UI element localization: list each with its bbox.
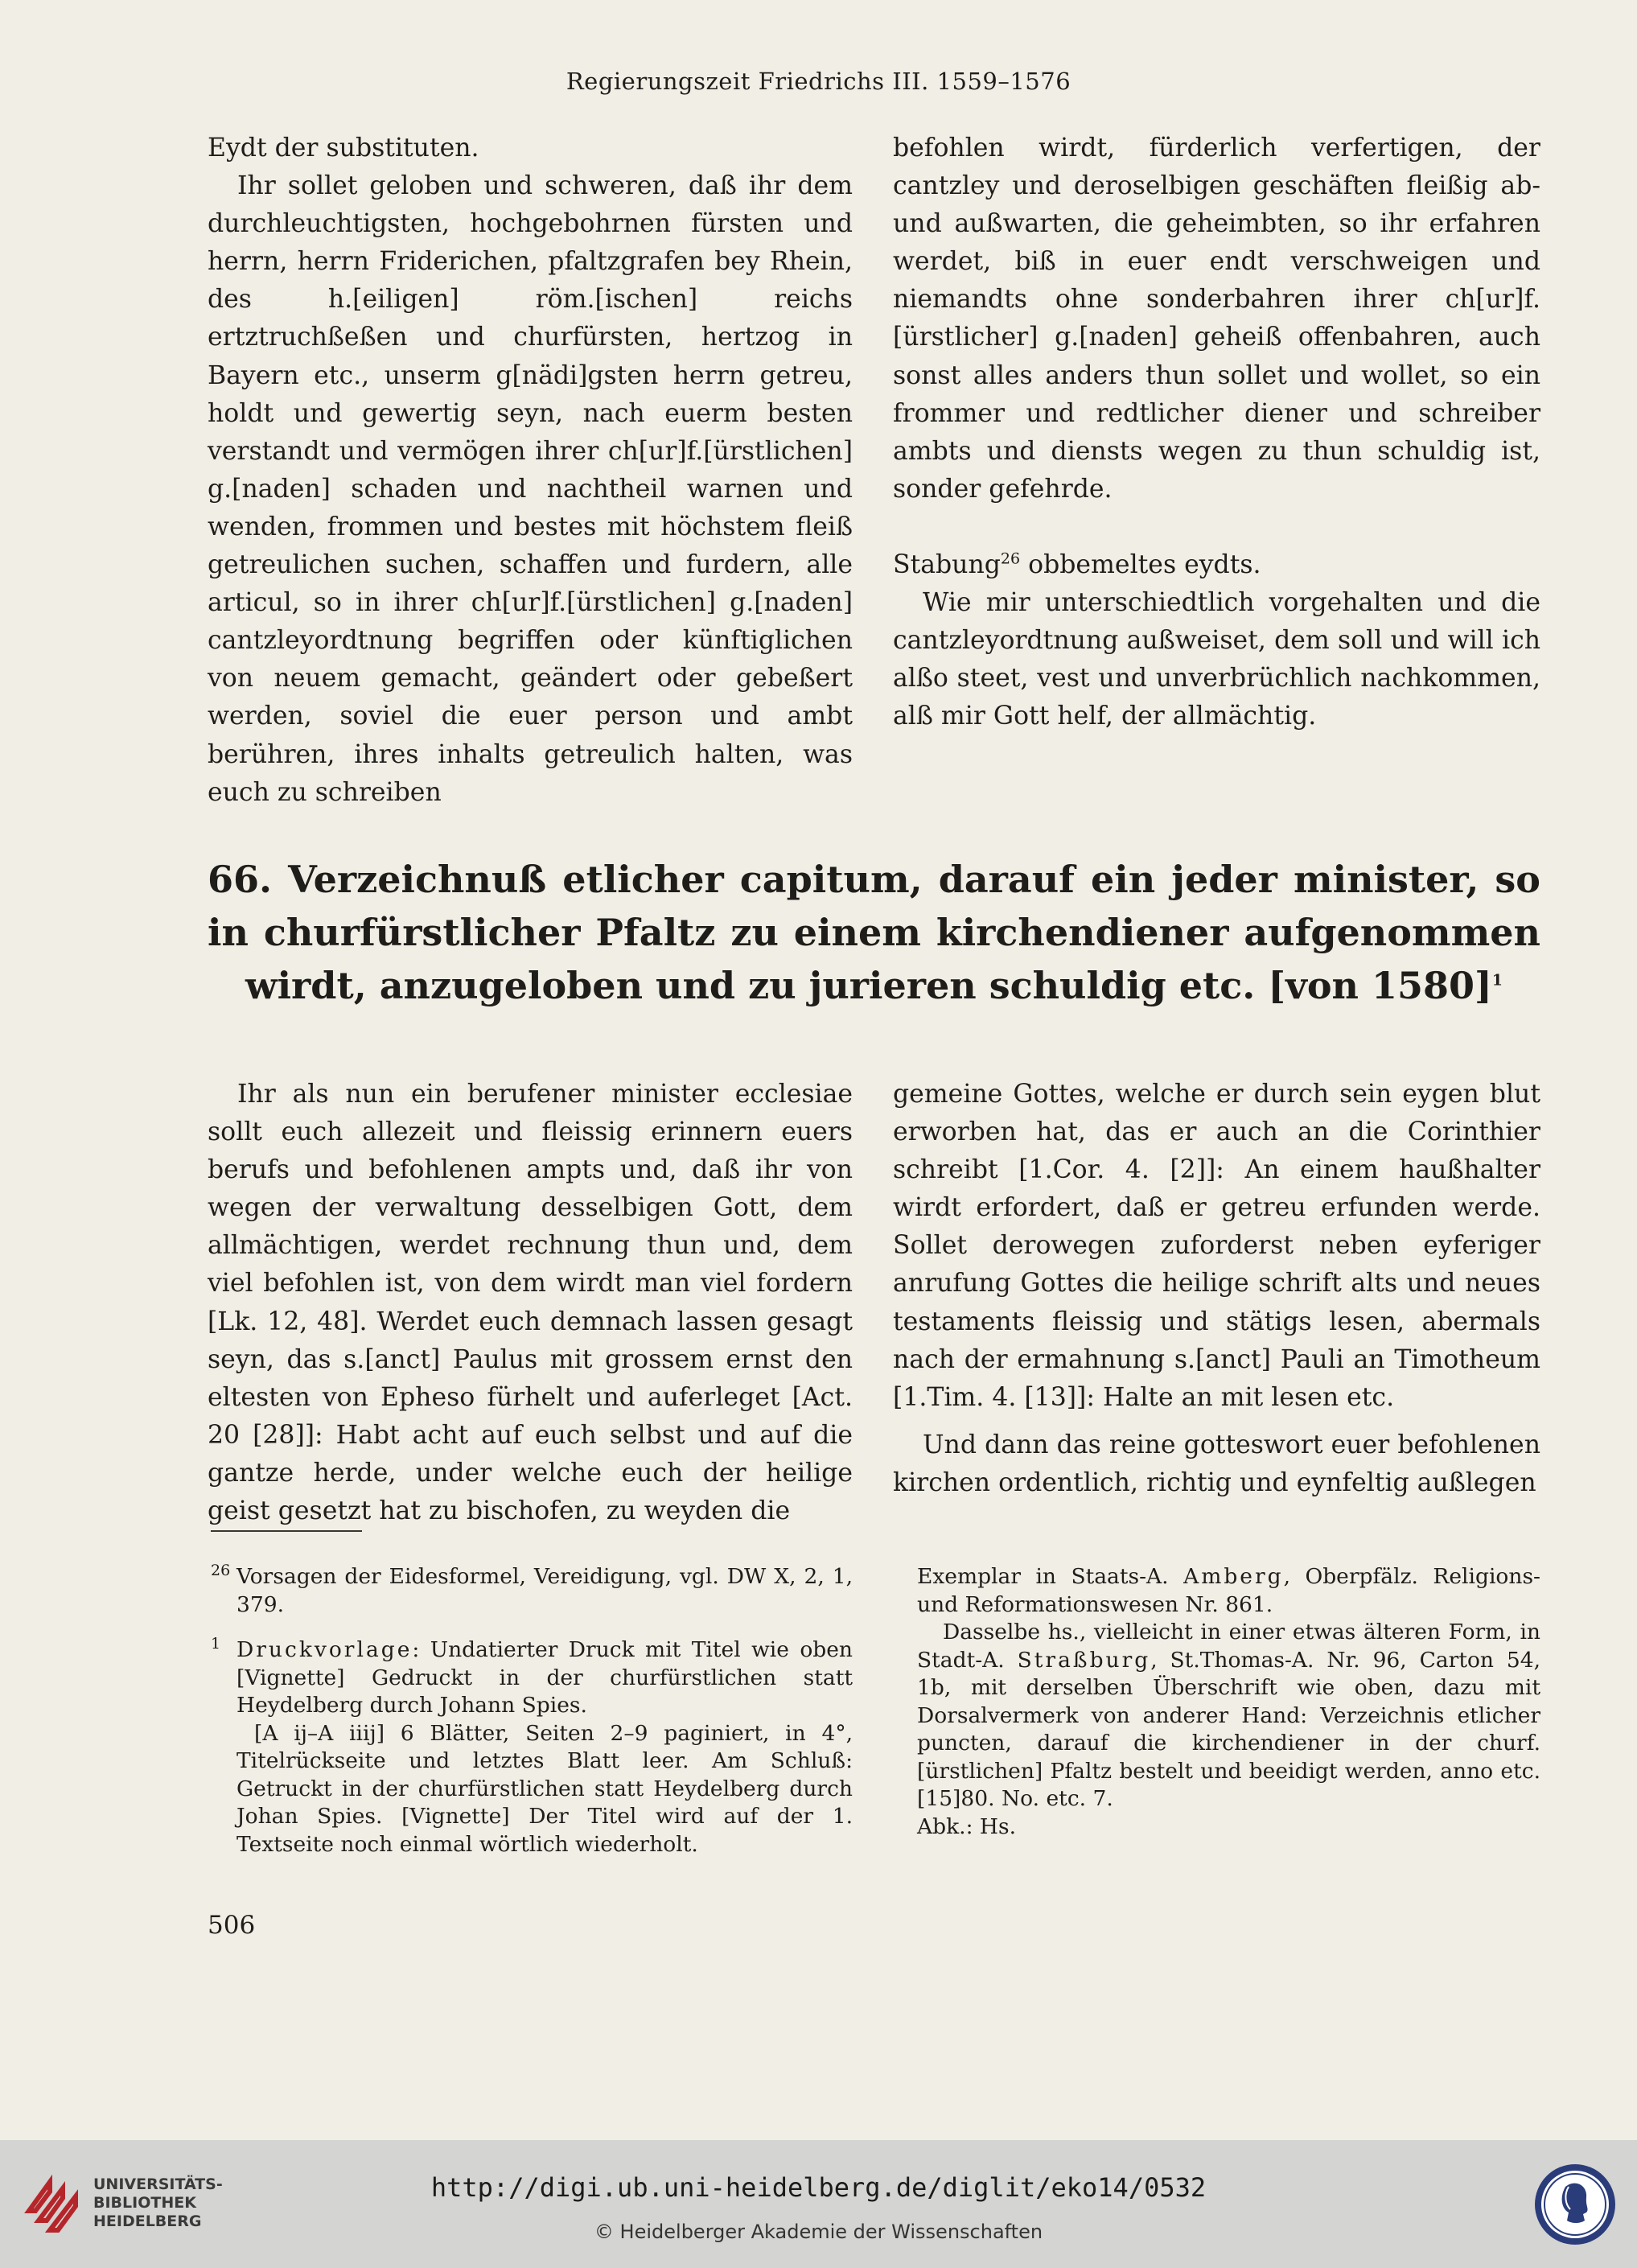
footnote-26-text: Vorsagen der Eidesformel, Vereidigung, vgl. DW X, 2, 1, 379. [237, 1564, 853, 1617]
footnote-exemplar-city: Amberg [1183, 1564, 1284, 1589]
stabung-paragraph: Wie mir unterschiedtlich vorgehalten und die cantzleyordtnung außweiset, dem soll und will ich alßo steet, vest und unverbrüchlich nachkommen, alß mir Gott helf, der allmächtig. [893, 588, 1540, 731]
footnote-exemplar [917, 1563, 1540, 1619]
section-title-text: 66. Verzeichnuß etlicher capitum, darauf ein jeder minister, so in churfürstlicher Pfaltz zu einem kirchendiener aufgenommen wirdt, anzugeloben und zu jurieren schuldig etc. [von 1580] [208, 858, 1540, 1007]
gotteswort-paragraph: Und dann das reine gotteswort euer befohlenen kirchen ordentlich, richtig und eynfeltig außlegen [893, 1430, 1540, 1497]
footnote-ref-26: 26 [1000, 550, 1021, 568]
top-right-column [893, 130, 1540, 735]
stabung-heading-text: Stabung [893, 550, 1001, 579]
section-title [208, 853, 1540, 1012]
footnote-26 [211, 1563, 853, 1619]
footnote-ref-1: 1 [1491, 971, 1503, 990]
minister-paragraph: Ihr als nun ein berufener minister ecclesiae sollt euch allezeit und fleissig erinnern euers berufs und befohlenen ampts und, daß ihr von wegen der verwaltung desselbigen Gott, dem allmächtigen, werdet rechnung thun und, dem viel befohlen ist, von dem wirdt man viel fordern [Lk. 12, 48]. Werdet euch demnach lassen gesagt seyn, das s.[anct] Paulus mit grossem ernst den eltesten von Epheso fürhelt und auferleget [Act. 20 [28]]: Habt acht auf euch selbst und auf die gantze herde, under welche euch der heilige geist gesetzt hat zu bischofen, zu weyden die [208, 1080, 853, 1526]
library-name-line3: HEIDELBERG [93, 2212, 202, 2230]
footnote-1-text: : Undatierter Druck mit Titel wie oben [Vignette] Gedruckt in der churfürstlichen statt Heydelberg durch Johann Spies. [237, 1637, 853, 1718]
footnote-1-number [211, 1636, 237, 1665]
library-name-line2: BIBLIOTHEK [93, 2194, 196, 2212]
stabung-heading-rest: obbemeltes eydts. [1020, 550, 1261, 579]
footnote-dasselbe-b: , St.Thomas-A. Nr. 96, Carton 54, 1b, mit derselben Überschrift wie oben, dazu mit Dorsalvermerk von anderer Hand: Verzeichnis etlicher puncten, darauf die kirchendiener in der churf.[ürstlichen] Pfaltz bestelt und beeidigt werden, anno etc. [15]80. No. etc. 7. [917, 1647, 1540, 1811]
oath-heading: Eydt der substituten. [208, 134, 479, 163]
footnote-1-marker: 1 [211, 1635, 221, 1653]
stabung-heading [893, 546, 1540, 584]
footnote-1 [211, 1636, 853, 1720]
running-head: Regierungszeit Friedrichs III. 1559–1576 [566, 68, 1071, 95]
footnotes-right [917, 1563, 1540, 1841]
oath-paragraph: Ihr sollet geloben und schweren, daß ihr dem durchleuchtigsten, hochgebohrnen fürsten und herrn, herrn Friderichen, pfaltzgrafen bey Rhein, des h.[eiligen] röm.[ischen] reichs ertztruchßeßen und churfürsten, hertzog in Bayern etc., unserm g[nädi]gsten herrn getreu, holdt und gewertig seyn, nach euerm besten verstandt und vermögen ihrer ch[ur]f.[ürstlichen] g.[naden] schaden und nachtheil warnen und wenden, frommen und bestes mit höchstem fleiß getreulichen suchen, schaffen und furdern, alle articul, so in ihrer ch[ur]f.[ürstlichen] g.[naden] cantzleyordtnung begriffen oder künftiglichen von neuem gemacht, geändert oder gebeßert werden, soviel die euer person und ambt berühren, ihres inhalts getreulich halten, was euch zu schreiben [208, 171, 853, 807]
top-left-column [208, 130, 853, 812]
minister-paragraph-continued: gemeine Gottes, welche er durch sein eygen blut erworben hat, das er auch an die Corinthier schreibt [1.Cor. 4. [2]]: An einem haußhalter wirdt erfordert, daß er getreu erfunden werde. Sollet derowegen zuforderst neben eyferiger anrufung Gottes die heilige schrift alts und neues testaments fleissig und stätigs lesen, abermals nach der ermahnung s.[anct] Pauli an Timotheum [1.Tim. 4. [13]]: Halte an mit lesen etc. [893, 1080, 1540, 1412]
library-name-line1: UNIVERSITÄTS- [93, 2175, 223, 2193]
footnote-1-continued: [A ij–A iiij] 6 Blätter, Seiten 2–9 paginiert, in 4°, Titelrückseite und letztes Blatt leer. Am Schluß: Getruckt in der churfürstlichen statt Heydelberg durch Johan Spies. [Vignette] Der Titel wird auf der 1. Textseite noch einmal wörtlich wiederholt. [237, 1720, 853, 1857]
footnote-exemplar-a: Exemplar in Staats-A. [917, 1564, 1184, 1589]
footnote-dasselbe [917, 1619, 1540, 1813]
bottom-right-column [893, 1076, 1540, 1502]
copyright-notice: © Heidelberger Akademie der Wissenschaften [594, 2221, 1043, 2243]
footnote-dasselbe-city: Straßburg [1017, 1647, 1151, 1673]
footnote-dasselbe-a: Dasselbe hs., vielleicht in einer etwas älteren Form, in Stadt-A. [917, 1620, 1540, 1673]
footnotes-left [211, 1563, 853, 1858]
academy-seal-icon [1533, 2163, 1617, 2246]
footnote-26-marker: 26 [211, 1562, 231, 1580]
page-number: 506 [208, 1911, 256, 1940]
footer-bar [0, 2140, 1637, 2268]
footnote-gap [211, 1619, 853, 1636]
footnote-exemplar-b: , Oberpfälz. Religions- und Reformationswesen Nr. 861. [917, 1564, 1540, 1617]
footnote-divider [211, 1530, 362, 1532]
oath-paragraph-continued: befohlen wirdt, fürderlich verfertigen, der cantzley und deroselbigen geschäften fleißig ab- und außwarten, die geheimbten, so ihr erfahren werdet, biß in euer endt verschweigen und niemandts ohne sonderbahren ihrer ch[ur]f.[ürstlicher] g.[naden] geheiß offenbahren, auch sonst alles anders thun sollet und wollet, so ein frommer und redtlicher diener und schreiber ambts und diensts wegen zu thun schuldig ist, sonder gefehrde. [893, 134, 1540, 504]
footnote-26-number [211, 1563, 237, 1591]
bottom-left-column [208, 1076, 853, 1530]
footnote-1-label: Druckvorlage [237, 1637, 413, 1662]
permalink-url[interactable]: http://digi.ub.uni-heidelberg.de/diglit/eko14/0532 [430, 2172, 1207, 2203]
footnote-abbreviation: Abk.: Hs. [917, 1813, 1017, 1839]
